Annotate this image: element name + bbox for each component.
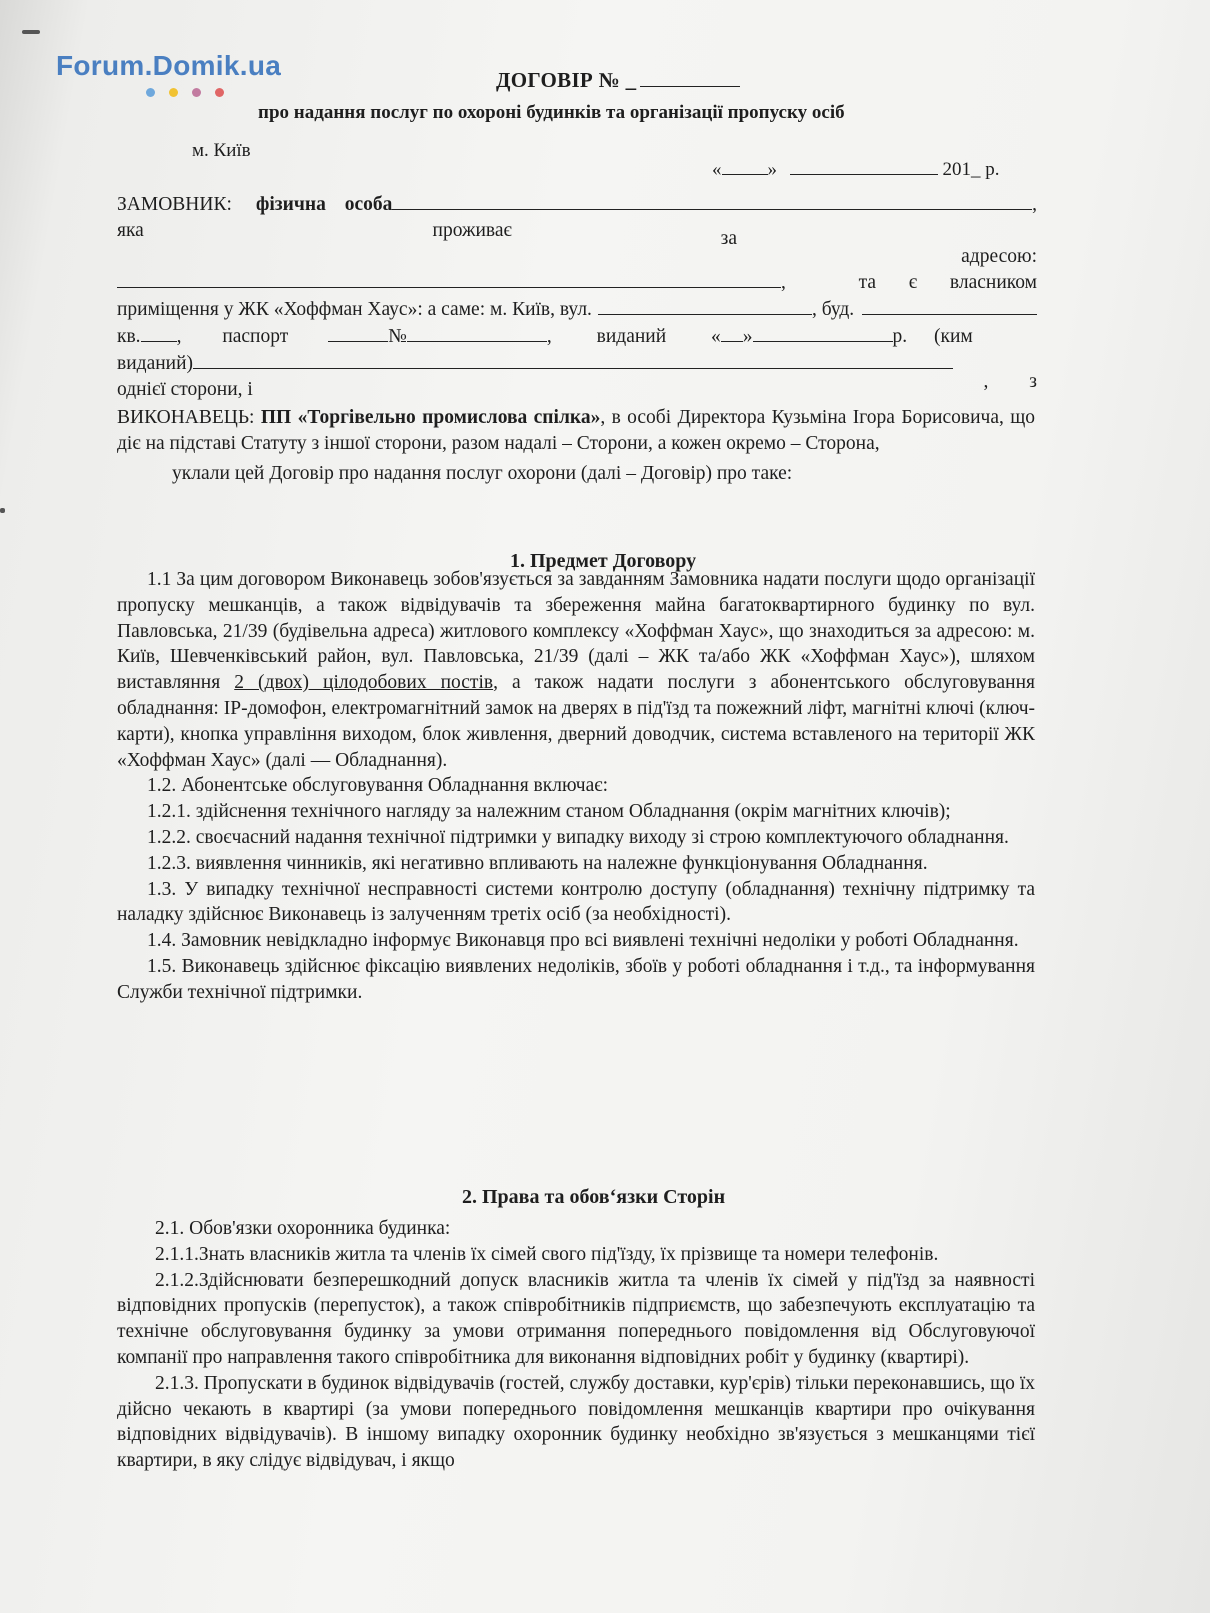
issued-year-label: р. (ким	[892, 325, 973, 347]
executor-paragraph	[117, 405, 1035, 457]
issued-by-field	[193, 350, 953, 369]
logo-dot	[192, 88, 201, 97]
city: м. Київ	[192, 140, 251, 161]
scan-mark-top	[22, 30, 40, 34]
street-field	[598, 296, 812, 315]
watermark-logo: Forum.Domik.ua	[56, 50, 282, 81]
one-side-text: однієї сторони, і	[117, 378, 253, 400]
quote-close: »	[742, 325, 753, 347]
text-owner: власником	[949, 272, 1037, 294]
concluded-text: уклали цей Договір про надання послуг охорони (далі – Договір) про таке:	[172, 462, 793, 484]
text-at: за	[720, 227, 737, 249]
clause-1-2-2: 1.2.2. своєчасний надання технічної підтримки у випадку виходу зі строю комплектуючого обладнання.	[147, 826, 1009, 848]
passport-label: , паспорт	[176, 325, 289, 347]
issued-label: , виданий «	[546, 325, 721, 347]
section-1-title: 1. Предмет Договору	[510, 550, 697, 572]
customer-line-1	[117, 191, 1037, 218]
passport-series-field	[328, 323, 388, 342]
month-field	[790, 156, 938, 175]
contract-number-field	[640, 68, 740, 87]
customer-line-3	[117, 244, 1037, 270]
clause-1-1	[117, 567, 1035, 773]
day-field	[722, 156, 768, 175]
customer-line-8	[117, 370, 1037, 403]
executor-block	[117, 405, 1035, 486]
document-title	[496, 68, 740, 93]
clause-2-1-2: 2.1.2.Здійснювати безперешкодний допуск власників житла та членів їх сімей у під'їзд за наявності відповідних пропусків (перепусток), а також співробітників підприємств, що забезпечують експлуатацію та технічне обслуговування будинку за умови отримання попереднього повідомлення від Обслуговуючої компанії про направлення такого співробітника для виконання відповідних робіт у будинку (квартирі).	[117, 1269, 1035, 1368]
document-subtitle: про надання послуг по охороні будинків та організації пропуску осіб	[258, 102, 845, 123]
logo-dot	[146, 88, 155, 97]
customer-type: фізична особа	[255, 194, 393, 215]
date-quote-open: «	[712, 159, 722, 180]
clause-2-1-1: 2.1.1.Знать власників житла та членів їх сімей свого під'їзду, їх прізвище та номери телефонів.	[155, 1243, 939, 1265]
comma: ,	[1032, 194, 1037, 215]
clause-2-1-3: 2.1.3. Пропускати в будинок відвідувачів (гостей, службу доставки, кур'єрів) тільки переконавшись, що їх дійсно чекають в квартирі (за умови попереднього повідомлення мешканців квартири про очікування відповідних відвідувачів). В іншому випадку охоронник будинку необхідно зв'язується з мешканцями тієї квартири, в яку слідує відвідувач, і якщо	[117, 1372, 1035, 1472]
text-from: , з	[983, 370, 1037, 392]
customer-block	[117, 191, 1037, 402]
logo-dot	[169, 88, 178, 97]
customer-label: ЗАМОВНИК:	[117, 194, 232, 215]
text-which: яка	[117, 219, 144, 241]
watermark-dots	[146, 88, 224, 97]
text-address: адресою:	[961, 245, 1037, 267]
issue-day-field	[721, 323, 743, 342]
apartment-label: кв.	[117, 325, 141, 347]
clause-2-1: 2.1. Обов'язки охоронника будинка:	[155, 1218, 451, 1239]
title-text: ДОГОВІР №	[496, 68, 621, 92]
clause-1-4: 1.4. Замовник невідкладно інформує Виконавця про всі виявлені технічні недоліки у роботі Обладнання.	[147, 930, 1019, 952]
address-field	[117, 269, 781, 288]
text-is: є	[908, 272, 918, 294]
date-quote-close: »	[767, 159, 777, 180]
date-year: 201_ р.	[942, 159, 1000, 180]
logo-dot	[215, 88, 224, 97]
customer-line-2	[117, 218, 737, 249]
building-field	[862, 296, 1037, 315]
clause-1-1-posts: 2 (двох) цілодобових постів	[234, 672, 494, 694]
comma: ,	[781, 272, 786, 294]
section-2-title: 2. Права та обов‘язки Сторін	[462, 1186, 726, 1208]
date-line	[712, 156, 1000, 181]
apartment-field	[141, 323, 177, 342]
issue-month-field	[753, 323, 893, 342]
passport-number-field	[407, 323, 547, 342]
customer-line-5	[117, 296, 1037, 323]
section-1-body	[117, 567, 1035, 1006]
number-sign: №	[388, 325, 407, 347]
customer-line-4	[117, 269, 1037, 296]
executor-label: ВИКОНАВЕЦЬ:	[117, 407, 255, 428]
section-2-body	[117, 1216, 1035, 1474]
text-and: та	[858, 272, 877, 294]
executor-org: ПП «Торгівельно промислова спілка»	[260, 407, 601, 428]
owner-text	[781, 270, 1037, 296]
customer-line-6	[117, 323, 1037, 350]
clause-1-1-text-end: , а також надати послуги з абонентського обслуговування обладнання: IP-домофон, електромагнітний замок на дверях в під'їзд та пожежний ліфт, магнітні ключі (ключ-карти), кнопка управління виходом, блок живлення, дверний доводчик, система вставленого на території ЖК «Хоффман Хаус» (далі — Обладнання).	[117, 672, 1035, 771]
scan-mark-left	[0, 508, 5, 513]
building-label: , буд.	[811, 299, 855, 321]
clause-1-2-1: 1.2.1. здійснення технічного нагляду за належним станом Обладнання (окрім магнітних ключів);	[147, 801, 951, 823]
customer-name-field	[392, 191, 1032, 210]
clause-1-2: 1.2. Абонентське обслуговування Обладнання включає:	[147, 775, 609, 797]
customer-line-7	[117, 350, 1037, 377]
text-lives: проживає	[432, 219, 512, 241]
premises-text: приміщення у ЖК «Хоффман Хаус»: а саме: м. Київ, вул.	[117, 299, 592, 321]
clause-1-1-text: 1.1 За цим договором Виконавець зобов'язується за завданням Замовника надати послуги щодо організації пропуску мешканців, а також відвідувачів та збереження майна багатоквартирного будинку по вул. Павловська, 21/39 (будівельна адреса) житлового комплексу «Хоффман Хаус», що знаходиться за адресою: м. Київ, Шевченківський район, вул. Павловська, 21/39 (далі – ЖК та/або ЖК «Хоффман Хаус»), шляхом виставляння	[117, 569, 1035, 694]
clause-1-3: 1.3. У випадку технічної несправності системи контролю доступу (обладнання) технічну підтримку та наладку здійснює Виконавець із залученням третіх осіб (за необхідності).	[117, 878, 1035, 926]
issued-by-label: виданий)	[117, 352, 194, 374]
clause-1-5: 1.5. Виконавець здійснює фіксацію виявлених недоліків, збоїв у роботі обладнання і т.д., та інформування Служби технічної підтримки.	[117, 955, 1035, 1003]
title-number-prefix: _	[625, 68, 637, 92]
executor-text: , в особі Директора Кузьміна Ігора Борисовича, що діє на підставі Статуту з іншої сторони, разом надалі – Сторони, а кожен окремо – Сторона,	[117, 407, 1036, 454]
clause-1-2-3: 1.2.3. виявлення чинників, які негативно впливають на належне функціонування Обладнання.	[147, 852, 928, 874]
